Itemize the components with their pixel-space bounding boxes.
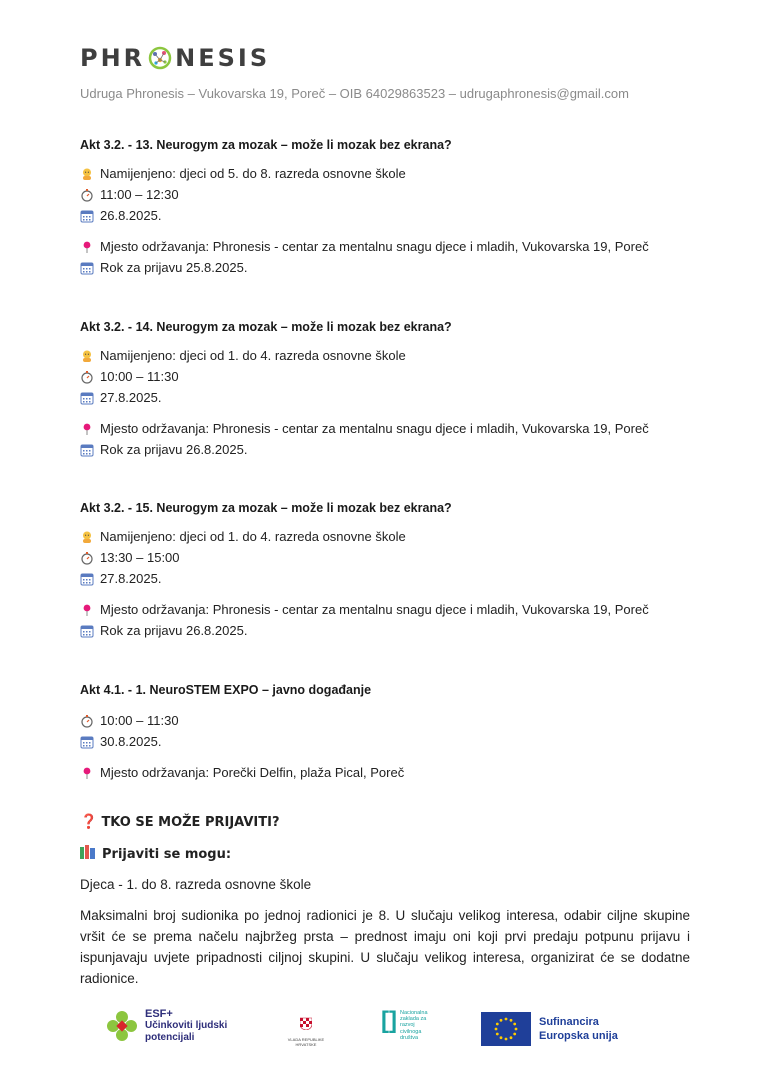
organization-info: Udruga Phronesis – Vukovarska 19, Poreč – OIB 64029863523 – udrugaphronesis@gmail.com <box>80 86 629 101</box>
eligible-participants: Djeca - 1. do 8. razreda osnovne škole <box>80 877 312 892</box>
audience-row: Namijenjeno: djeci od 1. do 4. razreda osnovne škole <box>80 526 700 547</box>
date-row: 27.8.2025. <box>80 387 700 408</box>
stopwatch-icon <box>80 714 94 728</box>
government-caption: VLADA REPUBLIKE HRVATSKE <box>287 1037 325 1047</box>
stopwatch-icon <box>80 188 94 202</box>
person-icon <box>80 167 94 181</box>
eu-line-2: Europska unija <box>539 1030 618 1042</box>
phronesis-logo <box>80 44 270 72</box>
deadline-row: Rok za prijavu 25.8.2025. <box>80 257 700 278</box>
act-block-3 <box>80 498 700 641</box>
location-row: Mjesto održavanja: Phronesis - centar za mentalnu snagu djece i mladih, Vukovarska 19, Poreč <box>80 236 700 257</box>
esf-brand: ESF+ <box>145 1008 173 1020</box>
stopwatch-icon <box>80 370 94 384</box>
stopwatch-icon <box>80 551 94 565</box>
croatian-coat-of-arms-icon <box>300 1016 312 1030</box>
who-can-apply-heading: ❓ TKO SE MOŽE PRIJAVITI? <box>80 814 280 830</box>
location-row: Mjesto održavanja: Porečki Delfin, plaža Pical, Poreč <box>80 762 700 783</box>
location-row: Mjesto održavanja: Phronesis - centar za mentalnu snagu djece i mladih, Vukovarska 19, Poreč <box>80 599 700 620</box>
act-title: Akt 3.2. - 13. Neurogym za mozak – može li mozak bez ekrana? <box>80 138 452 152</box>
calendar-icon <box>80 572 94 586</box>
location-row: Mjesto održavanja: Phronesis - centar za mentalnu snagu djece i mladih, Vukovarska 19, Poreč <box>80 418 700 439</box>
footer-logos <box>105 1006 665 1056</box>
deadline-row: Rok za prijavu 26.8.2025. <box>80 439 700 460</box>
act-block-2 <box>80 317 700 460</box>
question-icon: ❓ <box>80 814 98 830</box>
pin-icon <box>80 240 94 254</box>
pin-icon <box>80 422 94 436</box>
deadline-row: Rok za prijavu 26.8.2025. <box>80 620 700 641</box>
act-block-4 <box>80 680 700 783</box>
can-apply-subheading: Prijaviti se mogu: <box>80 845 231 863</box>
time-row: 13:30 – 15:00 <box>80 547 700 568</box>
date-row: 26.8.2025. <box>80 205 700 226</box>
calendar-icon <box>80 209 94 223</box>
logo-text-right: NESIS <box>175 44 271 72</box>
act-title: Akt 3.2. - 14. Neurogym za mozak – može li mozak bez ekrana? <box>80 320 452 334</box>
esf-flower-icon <box>105 1009 139 1043</box>
person-icon <box>80 530 94 544</box>
audience-row: Namijenjeno: djeci od 1. do 4. razreda osnovne škole <box>80 345 700 366</box>
act-title: Akt 4.1. - 1. NeuroSTEM EXPO – javno događanje <box>80 683 372 697</box>
eu-flag-icon <box>481 1012 531 1046</box>
time-row: 11:00 – 12:30 <box>80 184 700 205</box>
government-logo <box>281 1016 331 1047</box>
act-block-1 <box>80 135 700 278</box>
logo-brain-icon <box>147 45 173 71</box>
audience-row: Namijenjeno: djeci od 5. do 8. razreda osnovne škole <box>80 163 700 184</box>
time-row: 10:00 – 11:30 <box>80 366 700 387</box>
eu-line-1: Sufinancira <box>539 1016 599 1028</box>
logo-text-left: PHR <box>80 44 146 72</box>
esf-line-1: Učinkoviti ljudski <box>145 1020 228 1031</box>
time-row: 10:00 – 11:30 <box>80 710 700 731</box>
calendar-icon <box>80 443 94 457</box>
national-foundation-logo <box>381 1007 434 1041</box>
calendar-icon <box>80 624 94 638</box>
person-icon <box>80 349 94 363</box>
pin-icon <box>80 603 94 617</box>
act-title: Akt 3.2. - 15. Neurogym za mozak – može li mozak bez ekrana? <box>80 501 452 515</box>
calendar-icon <box>80 261 94 275</box>
date-row: 27.8.2025. <box>80 568 700 589</box>
esf-line-2: potencijali <box>145 1032 195 1043</box>
bracket-icon: [] <box>381 1007 397 1034</box>
national-foundation-text: Nacionalna zaklada za razvoj civilnoga društva <box>399 1010 428 1041</box>
eu-logo <box>481 1012 618 1046</box>
calendar-icon <box>80 391 94 405</box>
esf-logo <box>105 1008 227 1044</box>
calendar-icon <box>80 735 94 749</box>
books-icon <box>80 845 96 863</box>
pin-icon <box>80 766 94 780</box>
date-row: 30.8.2025. <box>80 731 700 752</box>
selection-rules-paragraph: Maksimalni broj sudionika po jednoj radionici je 8. U slučaju velikog interesa, odabir ciljne skupine vršit će se prema načelu najbržeg prsta – prednost imaju oni koji prvi predaju potpunu prijavu i ispunjavaju uvjete pripadnosti ciljnoj skupini. U slučaju velikog interesa, organizirat će se dodatne radionice. <box>80 908 690 986</box>
